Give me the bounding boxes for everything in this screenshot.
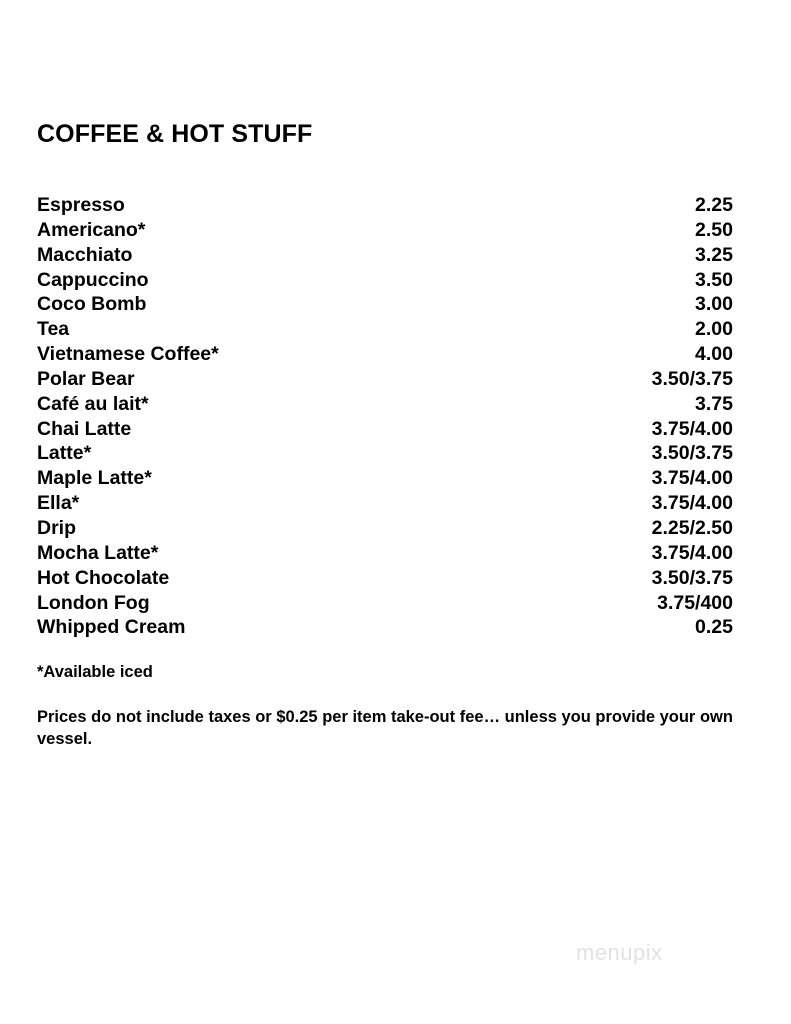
menu-item-name: Hot Chocolate <box>37 566 170 589</box>
menu-item <box>37 292 733 317</box>
menu-item <box>37 317 733 342</box>
menu-item-name: Vietnamese Coffee* <box>37 343 219 366</box>
menu-item <box>37 417 733 442</box>
menu-item-price: 3.50/3.75 <box>651 367 733 390</box>
menu-item-name: Ella* <box>37 492 80 515</box>
menu-item <box>37 342 733 367</box>
menu-item-price: 0.25 <box>695 616 733 639</box>
menu-item <box>37 367 733 392</box>
menu-item-price: 3.50/3.75 <box>651 442 733 465</box>
menu-item-price: 3.75/4.00 <box>651 541 733 564</box>
menu-item <box>37 441 733 466</box>
menu-item <box>37 268 733 293</box>
menu-item-name: Mocha Latte* <box>37 541 159 564</box>
menu-item-price: 3.00 <box>695 293 733 316</box>
menu-item-name: Maple Latte* <box>37 467 152 490</box>
watermark: menupix <box>576 940 663 965</box>
menu-item <box>37 615 733 640</box>
price-disclaimer: Prices do not include taxes or $0.25 per item take-out fee… unless you provide your own vessel. <box>37 708 733 748</box>
menu-item-name: Chai Latte <box>37 417 132 440</box>
menu-item <box>37 243 733 268</box>
menu-item-name: Drip <box>37 516 76 539</box>
menu-item-price: 2.25 <box>695 194 733 216</box>
menu-item-price: 3.75/400 <box>657 591 733 614</box>
menu-item-price: 3.75/4.00 <box>651 467 733 490</box>
menu-item-price: 2.25/2.50 <box>651 516 733 539</box>
menu-item-name: Tea <box>37 318 70 341</box>
menu-item-price: 3.50/3.75 <box>651 566 733 589</box>
menu-item <box>37 491 733 516</box>
menu-item <box>37 193 733 218</box>
iced-note: *Available iced <box>37 663 153 681</box>
menu-title: COFFEE & HOT STUFF <box>37 120 313 148</box>
menu-item <box>37 218 733 243</box>
menu-item-name: Polar Bear <box>37 367 135 390</box>
menu-item-name: Latte* <box>37 442 92 465</box>
menu-item-price: 4.00 <box>695 343 733 366</box>
menu-item <box>37 541 733 566</box>
menu-item-name: Coco Bomb <box>37 293 147 316</box>
menu-item-price: 3.75 <box>695 392 733 415</box>
menu-item <box>37 466 733 491</box>
menu-list <box>37 193 733 640</box>
menu-item-name: Cappuccino <box>37 268 149 291</box>
menu-item-name: Americano* <box>37 218 146 241</box>
menu-item-price: 3.75/4.00 <box>651 492 733 515</box>
menu-item-name: Café au lait* <box>37 392 149 415</box>
menu-item <box>37 591 733 616</box>
menu-item-price: 2.00 <box>695 318 733 341</box>
menu-item-price: 2.50 <box>695 218 733 241</box>
menu-item-name: Macchiato <box>37 243 133 266</box>
menu-item-price: 3.75/4.00 <box>651 417 733 440</box>
menu-item-price: 3.25 <box>695 243 733 266</box>
menu-item-name: Espresso <box>37 194 125 216</box>
menu-item <box>37 566 733 591</box>
menu-item-price: 3.50 <box>695 268 733 291</box>
menu-item <box>37 392 733 417</box>
menu-item-name: Whipped Cream <box>37 616 186 639</box>
menu-item-name: London Fog <box>37 591 150 614</box>
menu-item <box>37 516 733 541</box>
